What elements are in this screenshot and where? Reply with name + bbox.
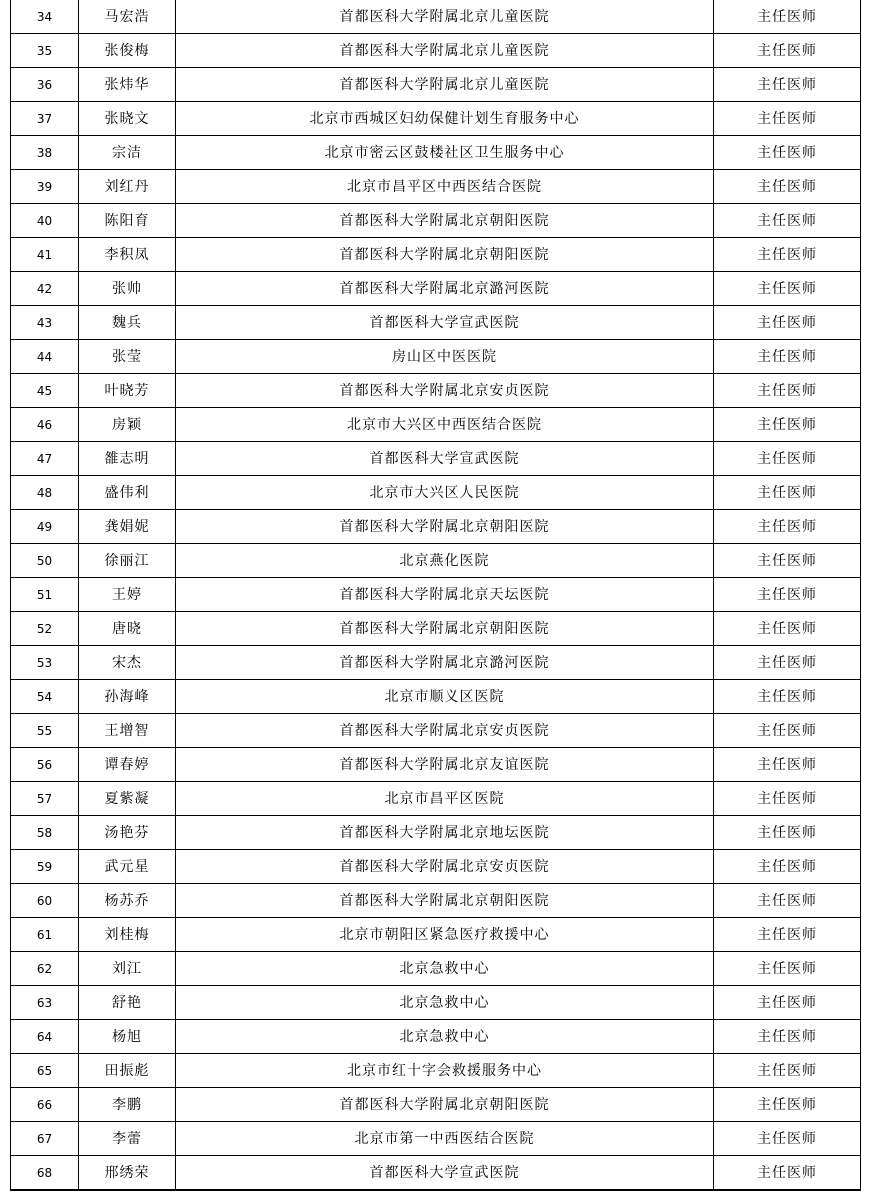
name-cell: 邢绣荣 — [79, 1156, 176, 1191]
title-cell: 主任医师 — [714, 476, 861, 510]
row-number-cell: 42 — [11, 272, 79, 306]
name-cell: 武元星 — [79, 850, 176, 884]
institution-cell: 首都医科大学附属北京安贞医院 — [176, 714, 714, 748]
name-cell: 房颖 — [79, 408, 176, 442]
table-row — [11, 986, 861, 1020]
institution-cell: 首都医科大学附属北京儿童医院 — [176, 0, 714, 34]
row-number-cell: 57 — [11, 782, 79, 816]
name-cell: 王婷 — [79, 578, 176, 612]
institution-cell: 首都医科大学宣武医院 — [176, 1156, 714, 1191]
institution-cell: 北京市昌平区中西医结合医院 — [176, 170, 714, 204]
row-number-cell: 47 — [11, 442, 79, 476]
name-cell: 龚娟妮 — [79, 510, 176, 544]
title-cell: 主任医师 — [714, 714, 861, 748]
row-number-cell: 63 — [11, 986, 79, 1020]
name-cell: 舒艳 — [79, 986, 176, 1020]
row-number-cell: 38 — [11, 136, 79, 170]
title-cell: 主任医师 — [714, 408, 861, 442]
title-cell: 主任医师 — [714, 918, 861, 952]
name-cell: 叶晓芳 — [79, 374, 176, 408]
institution-cell: 首都医科大学附属北京天坛医院 — [176, 578, 714, 612]
title-cell: 主任医师 — [714, 952, 861, 986]
title-cell: 主任医师 — [714, 0, 861, 34]
row-number-cell: 56 — [11, 748, 79, 782]
table-row — [11, 374, 861, 408]
title-cell: 主任医师 — [714, 340, 861, 374]
name-cell: 陈阳育 — [79, 204, 176, 238]
row-number-cell: 53 — [11, 646, 79, 680]
table-row — [11, 408, 861, 442]
table-row — [11, 646, 861, 680]
row-number-cell: 59 — [11, 850, 79, 884]
name-cell: 谭春婷 — [79, 748, 176, 782]
table-row — [11, 306, 861, 340]
table-row — [11, 170, 861, 204]
name-cell: 魏兵 — [79, 306, 176, 340]
table-row — [11, 1054, 861, 1088]
name-cell: 杨旭 — [79, 1020, 176, 1054]
row-number-cell: 52 — [11, 612, 79, 646]
row-number-cell: 50 — [11, 544, 79, 578]
table-row — [11, 952, 861, 986]
institution-cell: 首都医科大学附属北京潞河医院 — [176, 272, 714, 306]
institution-cell: 北京急救中心 — [176, 986, 714, 1020]
table-row — [11, 850, 861, 884]
table-row — [11, 510, 861, 544]
table-row — [11, 1156, 861, 1191]
table-row — [11, 476, 861, 510]
title-cell: 主任医师 — [714, 102, 861, 136]
row-number-cell: 55 — [11, 714, 79, 748]
row-number-cell: 34 — [11, 0, 79, 34]
table-row — [11, 782, 861, 816]
name-cell: 李鹏 — [79, 1088, 176, 1122]
table-row — [11, 102, 861, 136]
name-cell: 马宏浩 — [79, 0, 176, 34]
name-cell: 刘江 — [79, 952, 176, 986]
title-cell: 主任医师 — [714, 34, 861, 68]
table-row — [11, 1088, 861, 1122]
title-cell: 主任医师 — [714, 1122, 861, 1156]
title-cell: 主任医师 — [714, 680, 861, 714]
row-number-cell: 45 — [11, 374, 79, 408]
row-number-cell: 68 — [11, 1156, 79, 1191]
row-number-cell: 40 — [11, 204, 79, 238]
row-number-cell: 66 — [11, 1088, 79, 1122]
table-row — [11, 680, 861, 714]
table-row — [11, 442, 861, 476]
name-cell: 宋杰 — [79, 646, 176, 680]
row-number-cell: 37 — [11, 102, 79, 136]
title-cell: 主任医师 — [714, 204, 861, 238]
row-number-cell: 64 — [11, 1020, 79, 1054]
row-number-cell: 39 — [11, 170, 79, 204]
row-number-cell: 46 — [11, 408, 79, 442]
name-cell: 张炜华 — [79, 68, 176, 102]
institution-cell: 北京市西城区妇幼保健计划生育服务中心 — [176, 102, 714, 136]
title-cell: 主任医师 — [714, 442, 861, 476]
name-cell: 夏紫凝 — [79, 782, 176, 816]
row-number-cell: 60 — [11, 884, 79, 918]
table-row — [11, 0, 861, 34]
title-cell: 主任医师 — [714, 510, 861, 544]
table-row — [11, 238, 861, 272]
institution-cell: 首都医科大学附属北京朝阳医院 — [176, 612, 714, 646]
name-cell: 唐晓 — [79, 612, 176, 646]
title-cell: 主任医师 — [714, 1156, 861, 1191]
name-cell: 张帅 — [79, 272, 176, 306]
table-body — [11, 0, 861, 1190]
name-cell: 雒志明 — [79, 442, 176, 476]
table-row — [11, 204, 861, 238]
row-number-cell: 44 — [11, 340, 79, 374]
institution-cell: 首都医科大学宣武医院 — [176, 442, 714, 476]
name-cell: 田振彪 — [79, 1054, 176, 1088]
name-cell: 王增智 — [79, 714, 176, 748]
institution-cell: 首都医科大学附属北京安贞医院 — [176, 850, 714, 884]
row-number-cell: 61 — [11, 918, 79, 952]
table-row — [11, 612, 861, 646]
table-row — [11, 578, 861, 612]
name-cell: 宗洁 — [79, 136, 176, 170]
institution-cell: 北京市朝阳区紧急医疗救援中心 — [176, 918, 714, 952]
institution-cell: 首都医科大学附属北京朝阳医院 — [176, 884, 714, 918]
institution-cell: 北京急救中心 — [176, 952, 714, 986]
institution-cell: 首都医科大学附属北京朝阳医院 — [176, 510, 714, 544]
institution-cell: 北京市顺义区医院 — [176, 680, 714, 714]
institution-cell: 北京急救中心 — [176, 1020, 714, 1054]
title-cell: 主任医师 — [714, 544, 861, 578]
institution-cell: 首都医科大学附属北京朝阳医院 — [176, 1088, 714, 1122]
institution-cell: 首都医科大学附属北京儿童医院 — [176, 34, 714, 68]
row-number-cell: 49 — [11, 510, 79, 544]
title-cell: 主任医师 — [714, 306, 861, 340]
row-number-cell: 67 — [11, 1122, 79, 1156]
institution-cell: 首都医科大学附属北京友谊医院 — [176, 748, 714, 782]
title-cell: 主任医师 — [714, 374, 861, 408]
title-cell: 主任医师 — [714, 884, 861, 918]
institution-cell: 北京市密云区鼓楼社区卫生服务中心 — [176, 136, 714, 170]
title-cell: 主任医师 — [714, 1054, 861, 1088]
name-cell: 盛伟利 — [79, 476, 176, 510]
name-cell: 张俊梅 — [79, 34, 176, 68]
title-cell: 主任医师 — [714, 986, 861, 1020]
name-cell: 张莹 — [79, 340, 176, 374]
row-number-cell: 54 — [11, 680, 79, 714]
table-row — [11, 68, 861, 102]
title-cell: 主任医师 — [714, 238, 861, 272]
table-row — [11, 34, 861, 68]
table-row — [11, 340, 861, 374]
row-number-cell: 48 — [11, 476, 79, 510]
institution-cell: 北京市红十字会救援服务中心 — [176, 1054, 714, 1088]
table-row — [11, 714, 861, 748]
institution-cell: 首都医科大学附属北京朝阳医院 — [176, 238, 714, 272]
title-cell: 主任医师 — [714, 646, 861, 680]
row-number-cell: 36 — [11, 68, 79, 102]
table-row — [11, 1122, 861, 1156]
institution-cell: 首都医科大学附属北京儿童医院 — [176, 68, 714, 102]
title-cell: 主任医师 — [714, 578, 861, 612]
table-row — [11, 884, 861, 918]
row-number-cell: 35 — [11, 34, 79, 68]
name-cell: 刘红丹 — [79, 170, 176, 204]
institution-cell: 北京市大兴区中西医结合医院 — [176, 408, 714, 442]
title-cell: 主任医师 — [714, 170, 861, 204]
name-cell: 李蕾 — [79, 1122, 176, 1156]
name-cell: 孙海峰 — [79, 680, 176, 714]
table-row — [11, 1020, 861, 1054]
name-cell: 徐丽江 — [79, 544, 176, 578]
name-cell: 张晓文 — [79, 102, 176, 136]
institution-cell: 首都医科大学附属北京朝阳医院 — [176, 204, 714, 238]
title-cell: 主任医师 — [714, 68, 861, 102]
title-cell: 主任医师 — [714, 748, 861, 782]
table-row — [11, 918, 861, 952]
name-cell: 汤艳芬 — [79, 816, 176, 850]
table-row — [11, 748, 861, 782]
institution-cell: 北京市第一中西医结合医院 — [176, 1122, 714, 1156]
institution-cell: 首都医科大学宣武医院 — [176, 306, 714, 340]
institution-cell: 首都医科大学附属北京地坛医院 — [176, 816, 714, 850]
row-number-cell: 41 — [11, 238, 79, 272]
title-cell: 主任医师 — [714, 1020, 861, 1054]
title-cell: 主任医师 — [714, 816, 861, 850]
institution-cell: 首都医科大学附属北京潞河医院 — [176, 646, 714, 680]
institution-cell: 首都医科大学附属北京安贞医院 — [176, 374, 714, 408]
title-cell: 主任医师 — [714, 612, 861, 646]
name-cell: 李积凤 — [79, 238, 176, 272]
table-row — [11, 136, 861, 170]
title-cell: 主任医师 — [714, 1088, 861, 1122]
expert-list-table — [10, 0, 861, 1191]
name-cell: 刘桂梅 — [79, 918, 176, 952]
institution-cell: 房山区中医医院 — [176, 340, 714, 374]
title-cell: 主任医师 — [714, 850, 861, 884]
institution-cell: 北京市昌平区医院 — [176, 782, 714, 816]
title-cell: 主任医师 — [714, 272, 861, 306]
title-cell: 主任医师 — [714, 136, 861, 170]
row-number-cell: 58 — [11, 816, 79, 850]
row-number-cell: 62 — [11, 952, 79, 986]
table-row — [11, 272, 861, 306]
row-number-cell: 65 — [11, 1054, 79, 1088]
name-cell: 杨苏乔 — [79, 884, 176, 918]
institution-cell: 北京燕化医院 — [176, 544, 714, 578]
title-cell: 主任医师 — [714, 782, 861, 816]
row-number-cell: 51 — [11, 578, 79, 612]
table-row — [11, 816, 861, 850]
table-row — [11, 544, 861, 578]
institution-cell: 北京市大兴区人民医院 — [176, 476, 714, 510]
row-number-cell: 43 — [11, 306, 79, 340]
